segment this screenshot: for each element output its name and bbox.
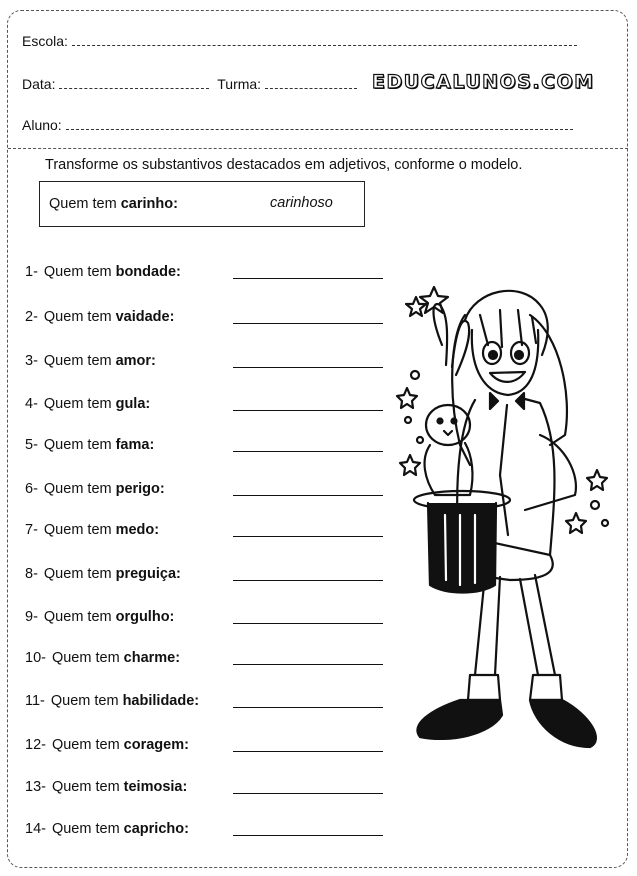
item-prefix: Quem tem: [43, 437, 112, 453]
model-answer: carinhoso: [270, 195, 333, 211]
item-prefix: Quem tem: [43, 522, 112, 538]
item-number: 13-: [25, 779, 46, 795]
item-prefix: Quem tem: [43, 353, 112, 369]
class-field[interactable]: [265, 76, 357, 89]
item-number: 6-: [25, 481, 38, 497]
model-example-box: [39, 181, 365, 227]
item-number: 3-: [25, 353, 38, 369]
exercise-item: [25, 309, 174, 325]
item-prefix: Quem tem: [43, 264, 112, 280]
exercise-item: [25, 609, 174, 625]
item-noun: gula:: [115, 396, 151, 412]
student-label: Aluno:: [22, 117, 62, 133]
answer-line[interactable]: [233, 451, 383, 452]
item-prefix: Quem tem: [43, 566, 112, 582]
item-number: 10-: [25, 650, 46, 666]
item-number: 4-: [25, 396, 38, 412]
answer-line[interactable]: [233, 793, 383, 794]
item-number: 2-: [25, 309, 38, 325]
exercise-item: [25, 437, 154, 453]
answer-line[interactable]: [233, 664, 383, 665]
item-noun: medo:: [115, 522, 160, 538]
model-question: [49, 196, 178, 212]
item-noun: vaidade:: [115, 309, 175, 325]
model-prefix: Quem tem: [49, 196, 117, 212]
item-prefix: Quem tem: [51, 737, 120, 753]
item-noun: coragem:: [123, 737, 189, 753]
item-number: 11-: [25, 693, 45, 709]
exercise-item: [25, 353, 156, 369]
item-prefix: Quem tem: [43, 609, 112, 625]
item-number: 1-: [25, 264, 38, 280]
exercise-item: [25, 821, 189, 837]
item-noun: bondade:: [115, 264, 181, 280]
answer-line[interactable]: [233, 580, 383, 581]
exercise-item: [25, 693, 199, 709]
exercise-item: [25, 264, 181, 280]
answer-line[interactable]: [233, 751, 383, 752]
answer-line[interactable]: [233, 410, 383, 411]
exercise-item: [25, 650, 180, 666]
item-number: 12-: [25, 737, 46, 753]
item-noun: fama:: [115, 437, 155, 453]
item-number: 8-: [25, 566, 38, 582]
star-icon: [400, 455, 420, 475]
item-prefix: Quem tem: [51, 779, 120, 795]
item-noun: capricho:: [123, 821, 189, 837]
educalunos-logo: EDUCALUNOS.COM: [372, 71, 595, 93]
answer-line[interactable]: [233, 623, 383, 624]
star-icon: [397, 388, 417, 408]
instruction-text: Transforme os substantivos destacados em adjetivos, conforme o modelo.: [45, 157, 523, 173]
model-noun: carinho:: [120, 196, 178, 212]
date-field[interactable]: [59, 76, 209, 89]
item-prefix: Quem tem: [43, 396, 112, 412]
item-number: 7-: [25, 522, 38, 538]
item-prefix: Quem tem: [43, 309, 112, 325]
header-divider: [8, 148, 628, 149]
exercise-item: [25, 481, 165, 497]
item-noun: amor:: [115, 353, 156, 369]
date-label: Data:: [22, 76, 56, 92]
exercise-item: [25, 522, 159, 538]
item-prefix: Quem tem: [51, 821, 120, 837]
answer-line[interactable]: [233, 707, 383, 708]
answer-line[interactable]: [233, 367, 383, 368]
answer-line[interactable]: [233, 278, 383, 279]
school-row: [22, 33, 577, 49]
magician-girl-with-rabbit-illustration: [390, 275, 620, 760]
item-prefix: Quem tem: [51, 650, 120, 666]
answer-line[interactable]: [233, 536, 383, 537]
item-number: 14-: [25, 821, 46, 837]
answer-line[interactable]: [233, 495, 383, 496]
school-field[interactable]: [72, 33, 577, 46]
item-prefix: Quem tem: [43, 481, 112, 497]
item-noun: orgulho:: [115, 609, 175, 625]
exercise-item: [25, 566, 181, 582]
student-row: [22, 117, 573, 133]
item-number: 5-: [25, 437, 38, 453]
item-noun: preguiça:: [115, 566, 181, 582]
exercise-item: [25, 779, 187, 795]
answer-line[interactable]: [233, 323, 383, 324]
item-noun: habilidade:: [122, 693, 200, 709]
exercise-item: [25, 737, 189, 753]
item-number: 9-: [25, 609, 38, 625]
star-icon: [566, 513, 586, 533]
item-noun: charme:: [123, 650, 181, 666]
star-icon: [587, 470, 607, 490]
date-row: [22, 76, 357, 92]
item-noun: perigo:: [115, 481, 165, 497]
school-label: Escola:: [22, 33, 68, 49]
item-noun: teimosia:: [123, 779, 188, 795]
exercise-item: [25, 396, 150, 412]
answer-line[interactable]: [233, 835, 383, 836]
item-prefix: Quem tem: [50, 693, 119, 709]
class-label: Turma:: [217, 76, 262, 92]
student-field[interactable]: [66, 117, 573, 130]
